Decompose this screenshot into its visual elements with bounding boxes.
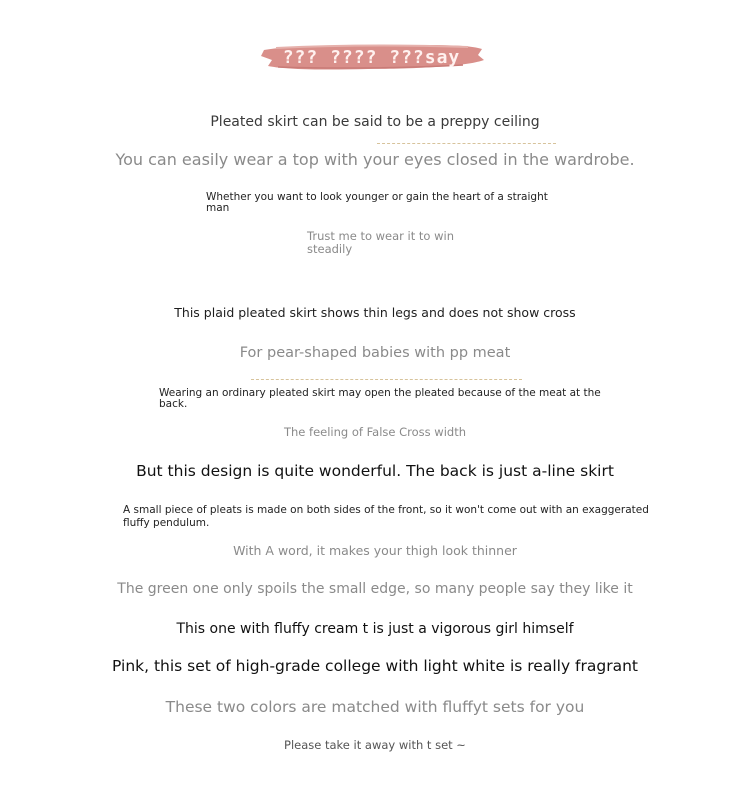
- text-line-10: A small piece of pleats is made on both sides of the front, so it won't come out with an exaggerated fluffy pendulum.: [123, 504, 649, 529]
- text-line-1: Pleated skirt can be said to be a preppy ceiling: [210, 114, 540, 130]
- header-banner: [258, 40, 485, 74]
- text-line-2: You can easily wear a top with your eyes closed in the wardrobe.: [115, 150, 635, 169]
- text-line-6: For pear-shaped babies with pp meat: [239, 345, 511, 361]
- dashed-divider-2: [251, 379, 522, 380]
- text-line-3: Whether you want to look younger or gain the heart of a straight man: [206, 191, 548, 214]
- text-line-11: With A word, it makes your thigh look thinner: [233, 543, 517, 558]
- text-line-5: This plaid pleated skirt shows thin legs and does not show cross: [174, 305, 576, 320]
- text-line-8: The feeling of False Cross width: [283, 425, 467, 439]
- text-line-4: Trust me to wear it to win steadily: [307, 229, 455, 256]
- banner-title: ??? ???? ???say: [282, 46, 461, 68]
- dashed-divider-1: [377, 143, 556, 144]
- text-line-15: These two colors are matched with fluffyt sets for you: [165, 698, 585, 716]
- text-line-14: Pink, this set of high-grade college with light white is really fragrant: [112, 657, 638, 675]
- text-line-9: But this design is quite wonderful. The back is just a-line skirt: [136, 462, 614, 480]
- text-line-12: The green one only spoils the small edge, so many people say they like it: [117, 581, 633, 597]
- text-line-13: This one with fluffy cream t is just a vigorous girl himself: [176, 621, 574, 637]
- text-line-16: Please take it away with t set ~: [284, 738, 466, 752]
- text-line-7: Wearing an ordinary pleated skirt may open the pleated because of the meat at the back.: [159, 387, 601, 410]
